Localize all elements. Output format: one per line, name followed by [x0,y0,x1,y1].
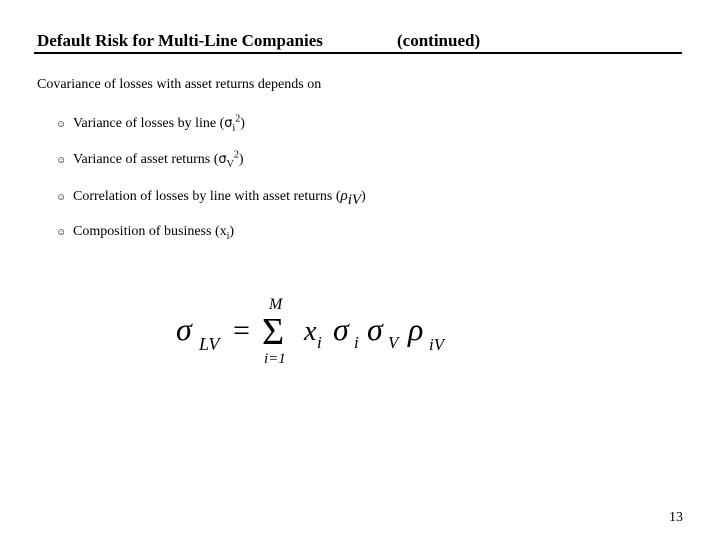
formula-term-sigma-v-sub: V [388,333,399,352]
formula-lhs-sigma: σ [176,311,192,347]
bullet-variance-assets [56,149,244,170]
bullet-text: Composition of business $(x_i)$ [73,224,235,242]
formula-term-x-sub: i [317,333,322,352]
formula-lhs-sub: LV [199,334,220,354]
smiley-bullet-icon: ☺ [56,155,67,166]
intro-text: Covariance of losses with asset returns depends on [37,77,322,92]
formula-term-x: x [304,316,317,347]
slide-title-continued: (continued) [397,31,481,50]
smiley-bullet-icon: ☺ [56,227,67,238]
bullet-variance-losses [56,113,245,134]
bullet-correlation [56,188,366,208]
bullet-composition [56,224,234,240]
formula-sum-symbol: Σ [262,311,285,353]
slide-title: Default Risk for Multi-Line Companies [37,31,323,50]
formula-term-rho-sub: iV [429,335,445,354]
formula-term-sigma-v: σ [367,311,383,347]
covariance-formula [172,294,462,366]
title-rule [34,52,682,54]
formula-term-rho: ρ [408,311,424,347]
bullet-text: Correlation of losses by line with asset returns $(\rho_{iV})$ [73,188,366,208]
formula-upper-limit: M [269,296,283,313]
formula-term-sigma-i: σ [333,311,349,347]
formula-equals: = [233,314,250,347]
page-number: 13 [669,510,683,525]
formula-term-sigma-i-sub: i [354,333,359,352]
formula-lower-limit: i=1 [264,351,286,366]
bullet-text: Variance of asset returns $(\sigma_V^2)$ [73,149,244,170]
bullet-text: Variance of losses by line $(\sigma_i^2)$ [73,113,245,134]
smiley-bullet-icon: ☺ [56,119,67,130]
smiley-bullet-icon: ☺ [56,192,67,203]
